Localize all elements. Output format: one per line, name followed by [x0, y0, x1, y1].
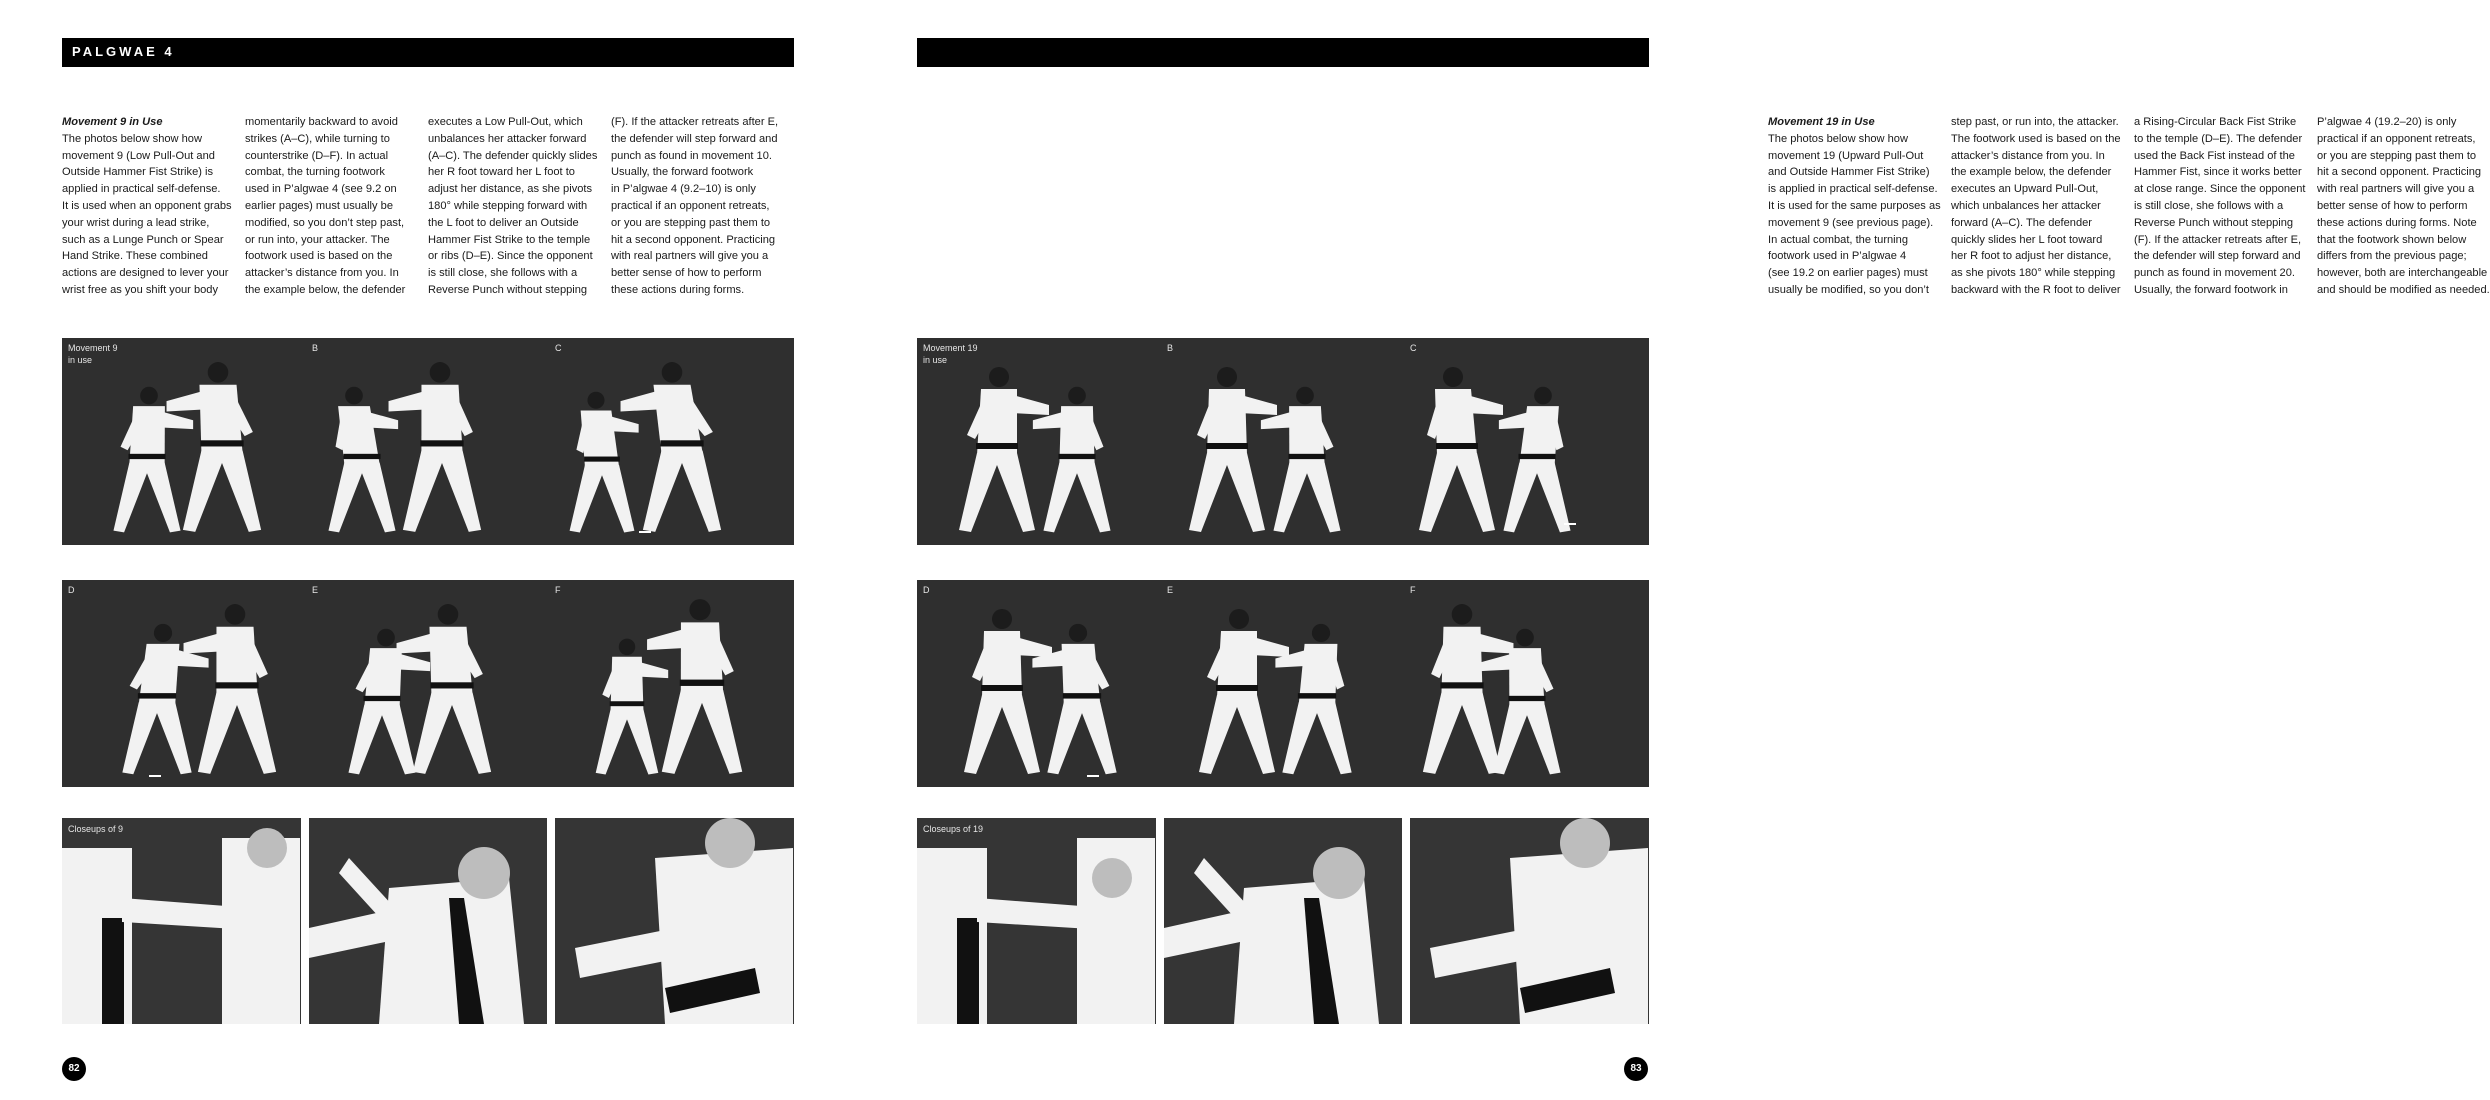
text-line: at close range. Since the opponent — [2134, 183, 2306, 196]
header-bar — [62, 38, 794, 67]
text-column — [2317, 114, 2490, 299]
frame-label-c: C — [555, 343, 562, 353]
text-line: (A–C). The defender quickly slides — [428, 149, 598, 162]
figure — [959, 367, 1049, 532]
strip-label-movement: Movement 19 in use — [923, 343, 978, 365]
text-line: wrist free as you shift your body — [62, 283, 218, 296]
right-page — [850, 0, 2490, 1100]
figure — [621, 362, 722, 532]
footwork-arrow — [639, 531, 651, 533]
text-line: backward with the R foot to deliver — [1951, 283, 2121, 296]
frame-label-e: E — [1167, 585, 1174, 595]
text-line: better sense of how to perform — [611, 267, 762, 280]
text-line: and Outside Hammer Fist Strike) — [1768, 166, 1930, 179]
section-heading: Movement 19 in Use — [1768, 116, 1875, 128]
text-line: adjust her distance, as she pivots — [428, 183, 593, 196]
text-line: in P’algwae 4 (9.2–10) is only — [611, 183, 756, 196]
frame-label-b: B — [312, 343, 319, 353]
closeup-shape — [247, 828, 287, 868]
figure — [389, 362, 482, 532]
text-line: movement 9 (Low Pull-Out and — [62, 149, 215, 162]
left-page — [0, 0, 850, 1100]
figure — [1499, 387, 1571, 533]
text-line: is still close, she follows with a — [428, 267, 578, 280]
text-line: hit a second opponent. Practicing — [2317, 166, 2482, 179]
text-line: a Rising-Circular Back Fist Strike — [2134, 116, 2297, 128]
text-line: these actions during forms. — [611, 283, 745, 296]
closeup-shape — [1313, 847, 1365, 899]
text-line: used in P’algwae 4 (see 9.2 on — [245, 183, 397, 196]
chapter-title: PALGWAE 4 — [72, 44, 175, 59]
frame-label-b: B — [1167, 343, 1174, 353]
closeup-photo — [917, 818, 1156, 1024]
closeups-label: Closeups of 9 — [68, 824, 124, 834]
text-column — [1951, 114, 2121, 299]
text-line: Hammer Fist, since it works better — [2134, 166, 2302, 179]
text-line: with real partners will give you a — [611, 250, 769, 263]
text-line: the example below, the defender — [245, 283, 406, 296]
closeup-photos — [917, 818, 1649, 1024]
text-line: practical if an opponent retreats, — [611, 199, 770, 212]
text-line: Usually, the forward footwork in — [2134, 283, 2288, 296]
closeup-photo — [309, 818, 548, 1024]
text-line: (F). If the attacker retreats after E, — [2134, 233, 2302, 246]
closeup-shape — [705, 818, 755, 868]
body-text — [62, 114, 794, 299]
page-number: 82 — [62, 1057, 86, 1081]
text-line: combat, the turning footwork — [245, 166, 385, 179]
closeup-shape — [957, 918, 979, 1024]
figure — [596, 639, 668, 775]
text-line: the example below, the defender — [1951, 166, 2112, 179]
text-line: attacker’s distance from you. In — [245, 267, 399, 280]
text-line: the L foot to deliver an Outside — [428, 216, 579, 229]
closeup-shape — [1092, 858, 1132, 898]
footwork-arrow — [149, 775, 161, 777]
text-line: (F). If the attacker retreats after E, — [611, 116, 779, 128]
text-line: practical if an opponent retreats, — [2317, 132, 2476, 145]
text-line: quickly slides her L foot toward — [1951, 233, 2103, 246]
text-column — [428, 114, 598, 299]
figure — [1419, 367, 1503, 532]
text-line: these actions during forms. Note — [2317, 216, 2477, 229]
text-line: her R foot to adjust her distance, — [1951, 250, 2112, 263]
closeup-figure — [309, 818, 547, 1024]
closeup-figure — [917, 818, 1155, 1024]
closeup-shape — [102, 918, 124, 1024]
text-line: Usually, the forward footwork — [611, 166, 754, 179]
closeup-photo — [555, 818, 794, 1024]
text-line: executes a Low Pull-Out, which — [428, 116, 583, 128]
text-column — [62, 114, 232, 299]
text-line: unbalances her attacker forward — [428, 132, 587, 145]
closeup-photo — [62, 818, 301, 1024]
text-line: It is used when an opponent grabs — [62, 199, 232, 212]
text-line: footwork used in P’algwae 4 — [1768, 250, 1907, 263]
text-line: modified, so you don’t step past, — [245, 216, 405, 229]
text-line: Reverse Punch without stepping — [428, 283, 588, 296]
text-line: forward (A–C). The defender — [1951, 216, 2093, 229]
text-column — [1768, 114, 1941, 299]
header-bar — [917, 38, 1649, 67]
footwork-arrow — [1087, 775, 1099, 777]
frame-label-f: F — [1410, 585, 1416, 595]
figure — [570, 392, 639, 533]
body-text — [1768, 114, 2490, 299]
text-line: and should be modified as needed. — [2317, 283, 2490, 296]
footwork-arrow — [1564, 523, 1576, 525]
photo-figures — [917, 580, 1649, 787]
photo-figures — [62, 580, 794, 787]
closeup-photo — [1410, 818, 1649, 1024]
frame-label-e: E — [312, 585, 319, 595]
text-line: or you are stepping past them to — [611, 216, 771, 229]
text-line: your wrist during a lead strike, — [62, 216, 210, 229]
text-line: usually be modified, so you don’t — [1768, 283, 1929, 296]
text-line: differs from the previous page; — [2317, 250, 2467, 263]
photo-figures — [917, 338, 1649, 545]
text-line: punch as found in movement 20. — [2134, 267, 2295, 280]
photo-strip-abc — [62, 338, 794, 545]
figure — [1189, 367, 1277, 532]
text-line: The footwork used is based on the — [1951, 132, 2121, 145]
text-column — [2134, 114, 2306, 299]
text-line: Hammer Fist Strike to the temple — [428, 233, 591, 246]
closeup-figure — [1410, 818, 1648, 1024]
text-line: the defender will step forward and — [611, 132, 778, 145]
closeup-figure — [62, 818, 300, 1024]
closeup-photo — [1164, 818, 1403, 1024]
photo-strip-def — [62, 580, 794, 787]
text-line: (see 19.2 on earlier pages) must — [1768, 267, 1928, 280]
photo-strip-abc — [917, 338, 1649, 545]
text-line: that the footwork shown below — [2317, 233, 2467, 246]
text-line: as she pivots 180° while stepping — [1951, 267, 2116, 280]
closeup-shape — [1560, 818, 1610, 868]
photo-strip-def — [917, 580, 1649, 787]
text-line: such as a Lunge Punch or Spear — [62, 233, 224, 246]
text-line: The photos below show how — [1768, 132, 1908, 145]
text-line: used the Back Fist instead of the — [2134, 149, 2295, 162]
figure — [1199, 609, 1289, 774]
strip-label-movement: Movement 9 in use — [68, 343, 118, 365]
closeups-label: Closeups of 19 — [923, 824, 984, 834]
figure — [397, 604, 492, 774]
closeup-figure — [1164, 818, 1402, 1024]
figure — [167, 362, 262, 532]
closeup-photos — [62, 818, 794, 1024]
closeup-figure — [555, 818, 793, 1024]
text-column — [245, 114, 407, 299]
figure — [964, 609, 1052, 774]
text-line: strikes (A–C), while turning to — [245, 132, 390, 145]
text-line: punch as found in movement 10. — [611, 149, 772, 162]
figure — [1275, 624, 1351, 774]
photo-figures — [62, 338, 794, 545]
text-line: or run into, your attacker. The — [245, 233, 390, 246]
frame-label-d: D — [923, 585, 930, 595]
figure — [328, 387, 398, 533]
text-line: movement 19 (Upward Pull-Out — [1768, 149, 1924, 162]
text-line: Reverse Punch without stepping — [2134, 216, 2294, 229]
text-line: her R foot toward her L foot to — [428, 166, 575, 179]
text-line: movement 9 (see previous page). — [1768, 216, 1934, 229]
text-line: or you are stepping past them to — [2317, 149, 2477, 162]
text-column — [611, 114, 779, 299]
text-line: Outside Hammer Fist Strike) is — [62, 166, 214, 179]
text-line: 180° while stepping forward with — [428, 199, 588, 212]
text-line: is applied in practical self-defense. — [1768, 183, 1938, 196]
text-line: is still close, she follows with a — [2134, 199, 2284, 212]
text-line: The photos below show how — [62, 132, 202, 145]
text-line: In actual combat, the turning — [1768, 233, 1908, 246]
text-line: earlier pages) must usually be — [245, 199, 393, 212]
frame-label-f: F — [555, 585, 561, 595]
text-line: attacker’s distance from you. In — [1951, 149, 2105, 162]
text-line: It is used for the same purposes as — [1768, 199, 1941, 212]
text-line: step past, or run into, the attacker. — [1951, 116, 2119, 128]
text-line: hit a second opponent. Practicing — [611, 233, 776, 246]
text-line: with real partners will give you a — [2317, 183, 2475, 196]
page-number: 83 — [1624, 1057, 1648, 1081]
text-line: which unbalances her attacker — [1951, 199, 2101, 212]
text-line: or ribs (D–E). Since the opponent — [428, 250, 593, 263]
text-line: however, both are interchangeable — [2317, 267, 2488, 280]
text-line: counterstrike (D–F). In actual — [245, 149, 389, 162]
text-line: executes an Upward Pull-Out, — [1951, 183, 2099, 196]
text-line: better sense of how to perform — [2317, 199, 2468, 212]
text-line: the defender will step forward and — [2134, 250, 2301, 263]
closeup-shape — [458, 847, 510, 899]
frame-label-c: C — [1410, 343, 1417, 353]
figure — [184, 604, 277, 774]
text-line: P’algwae 4 (19.2–20) is only — [2317, 116, 2457, 128]
text-line: to the temple (D–E). The defender — [2134, 132, 2303, 145]
section-heading: Movement 9 in Use — [62, 116, 163, 128]
frame-label-d: D — [68, 585, 75, 595]
text-line: actions are designed to lever your — [62, 267, 229, 280]
text-line: momentarily backward to avoid — [245, 116, 398, 128]
text-line: footwork used is based on the — [245, 250, 393, 263]
text-line: Hand Strike. These combined — [62, 250, 208, 263]
figure — [647, 599, 742, 774]
text-line: applied in practical self-defense. — [62, 183, 221, 196]
